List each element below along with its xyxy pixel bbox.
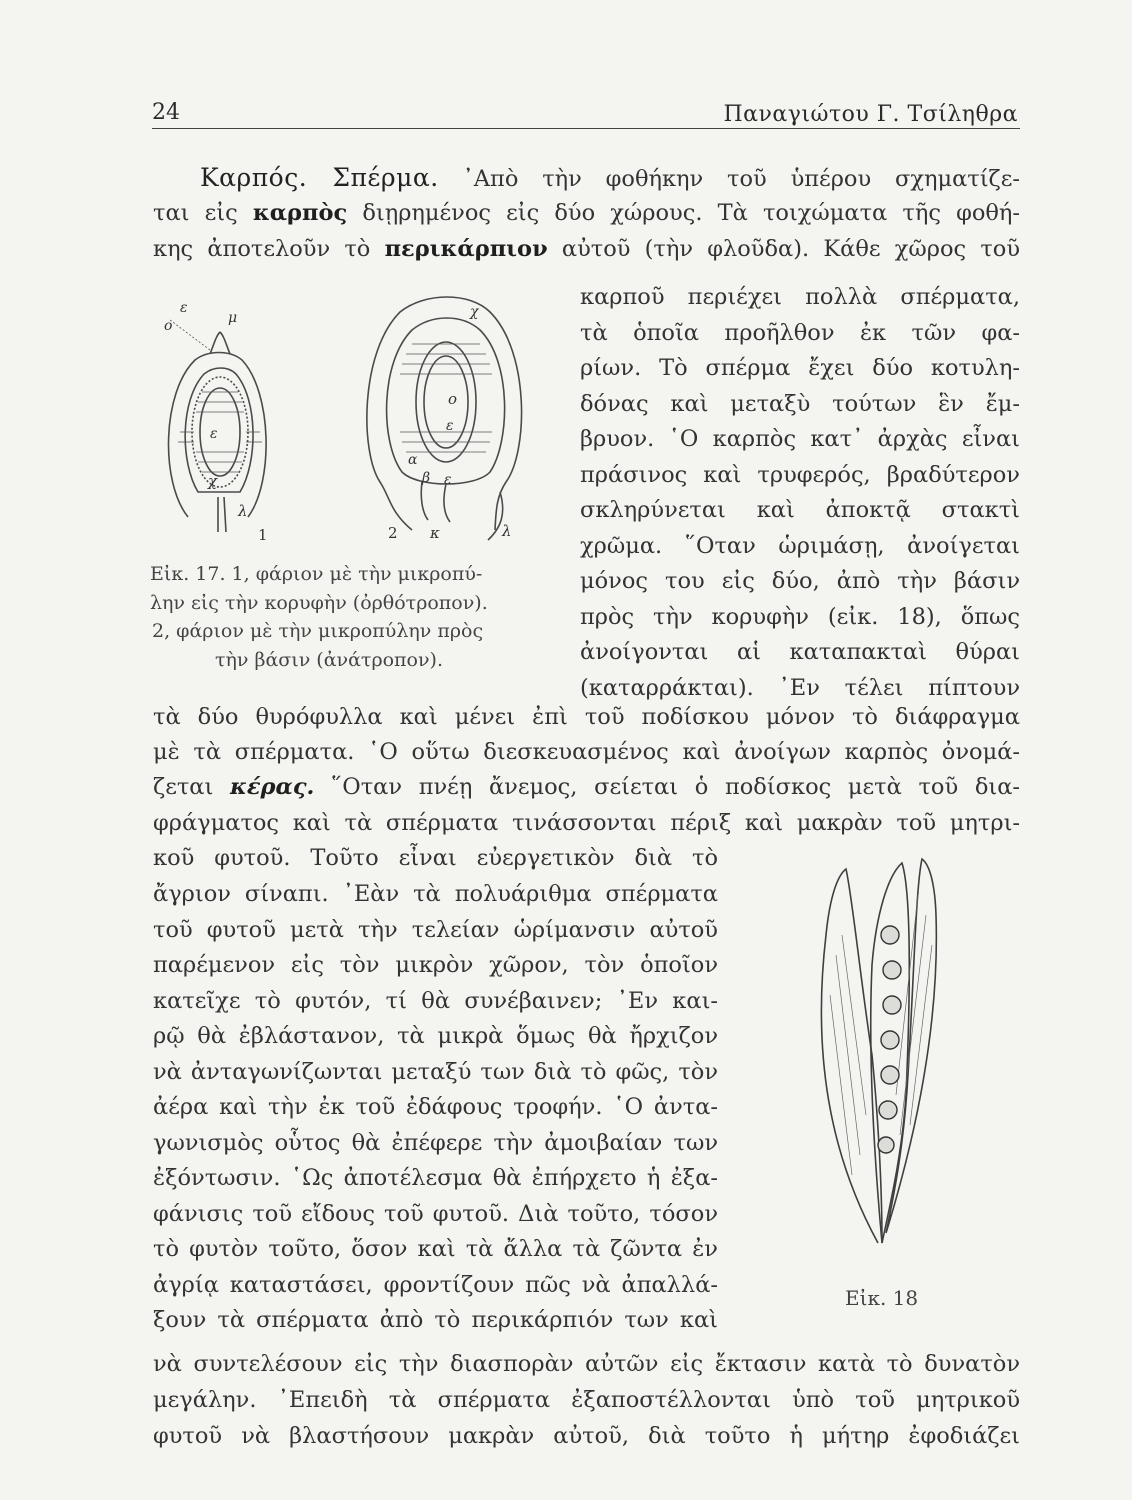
pod-seed-1: [881, 926, 899, 944]
text-line: ἀέρα καὶ τὴν ἐκ τοῦ ἐδάφους τροφήν. ῾Ο ἀντα-: [153, 1094, 718, 1120]
text-line: κατεῖχε τὸ φυτόν, τί θὰ συνέβαινεν; ᾿Εν και-: [153, 987, 718, 1014]
text-line: (καταρράκται). ᾿Εν τέλει πίπτουν: [580, 674, 1020, 701]
pod-seed-5: [881, 1066, 899, 1084]
section-line-2: [153, 196, 1020, 231]
text-line: καρποῦ περιέχει πολλὰ σπέρματα,: [580, 284, 1020, 310]
page-header: [152, 94, 1020, 129]
section-title: Καρπός. Σπέρμα.: [200, 163, 439, 192]
text-line: δόνας καὶ μεταξὺ τούτων ἓν ἔμ-: [580, 390, 1020, 417]
fig17-label-lambda-2: λ: [502, 522, 512, 540]
text-line: ρῷ θὰ ἐβλάστανον, τὰ μικρὰ ὅμως θὰ ἤρχιζον: [153, 1023, 718, 1049]
text-line: ρίων. Τὸ σπέρμα ἔχει δύο κοτυλη-: [580, 355, 1020, 381]
fig17-label-o: ο: [164, 318, 173, 334]
text-line: τὰ δύο θυρόφυλλα καὶ μένει ἐπὶ τοῦ ποδίσκου μόνον τὸ διάφραγμα: [153, 704, 1020, 730]
text-line: φράγματος καὶ τὰ σπέρματα τινάσσονται πέριξ καὶ μακρὰν τοῦ μητρι-: [153, 810, 1020, 836]
text-line: κοῦ φυτοῦ. Τοῦτο εἶναι εὐεργετικὸν διὰ τὸ: [153, 845, 718, 871]
pod-seed-2: [883, 961, 901, 979]
text-span: αὐτοῦ (τὴν φλοῦδα). Κάθε χῶρος τοῦ: [561, 236, 1020, 262]
figure-18-pod: [790, 855, 980, 1255]
text-line: φάνισις τοῦ εἴδους τοῦ φυτοῦ. Διὰ τοῦτο, τόσον: [153, 1200, 718, 1227]
text-line: ξουν τὰ σπέρματα ἀπὸ τὸ περικάρπιόν των καὶ: [153, 1307, 718, 1333]
text-line: παρέμενον εἰς τὸν μικρὸν χῶρον, τὸν ὁποῖον: [153, 952, 718, 978]
pod-seed-3: [883, 996, 901, 1014]
text-line: ἀνοίγονται αἱ καταπακταὶ θύραι: [580, 639, 1020, 665]
figure-17-caption-line: λην εἰς τὴν κορυφὴν (ὀρθότροπον).: [150, 591, 488, 614]
ovule-1-nucellus: [200, 388, 240, 476]
keras-line: [153, 770, 1020, 805]
fig17-number-1: 1: [258, 526, 268, 544]
text-line: μόνος του εἰς δύο, ἀπὸ τὴν βάσιν: [580, 568, 1020, 594]
fig17-number-2: 2: [388, 524, 398, 542]
text-span: ται εἰς: [153, 200, 238, 226]
page-number: 24: [152, 100, 180, 125]
fig17-label-e-top: ε: [180, 300, 188, 316]
text-line: ἀγρίᾳ καταστάσει, φροντίζουν πῶς νὰ ἀπαλλά-: [153, 1271, 718, 1298]
text-line: πρὸς τὴν κορυφὴν (εἰκ. 18), ὅπως: [580, 603, 1020, 630]
fig17-label-kappa: κ: [430, 524, 440, 542]
text-line: μεγάλην. ᾿Επειδὴ τὰ σπέρματα ἐξαποστέλλονται ὑπὸ τοῦ μητρικοῦ: [153, 1387, 1020, 1413]
fig17-label-lambda-1: λ: [238, 502, 248, 520]
text-span: ζεται: [153, 774, 214, 800]
fig17-label-chi-1: χ: [208, 472, 218, 490]
ovule-1-inner-integument: [185, 368, 253, 492]
fig17-label-beta: β: [422, 470, 431, 486]
text-span: διῃρημένος εἰς δύο χώρους. Τὰ τοιχώματα τῆς φοθή-: [362, 200, 1020, 226]
text-line: μὲ τὰ σπέρματα. ῾Ο οὕτω διεσκευασμένος καὶ ἀνοίγων καρπὸς ὀνομά-: [153, 739, 1020, 765]
text-span: κης ἀποτελοῦν τὸ: [153, 236, 371, 262]
ovule-2-inner-integument: [387, 318, 505, 484]
text-line: πράσινος καὶ τρυφερός, βραδύτερον: [580, 461, 1020, 488]
text-line: ἄγριον σίναπι. ᾿Εὰν τὰ πολυάριθμα σπέρματα: [153, 881, 718, 907]
fig17-label-o-2: ο: [448, 390, 458, 408]
fig17-label-chi-2: χ: [470, 304, 479, 320]
figure-17-ovules: [150, 292, 560, 547]
section-first-line-text: ᾿Απὸ τὴν φοθήκην τοῦ ὑπέρου σχηματίζε-: [462, 166, 1020, 192]
ovule-2-nucellus: [416, 342, 476, 462]
figure-17-caption-line: τὴν βάσιν (ἀνάτροπον).: [215, 648, 443, 671]
pod-septum: [871, 863, 910, 1243]
text-line: χρῶμα. ῞Οταν ὡριμάσῃ, ἀνοίγεται: [580, 532, 1020, 559]
pod-seed-7: [878, 1137, 894, 1153]
section-first-line: [200, 160, 1020, 197]
text-span: ῞Οταν πνέῃ ἄνεμος, σείεται ὁ ποδίσκος μετὰ τοῦ δια-: [331, 774, 1020, 800]
pod-seed-6: [879, 1101, 897, 1119]
text-line: τὸ φυτὸν τοῦτο, ὅσον καὶ τὰ ἄλλα τὰ ζῶντα ἐν: [153, 1236, 718, 1262]
fig17-label-mu: μ: [228, 310, 238, 326]
term-perikarpion: περικάρπιον: [384, 236, 548, 262]
fig17-label-eps-1: ε: [210, 426, 218, 442]
fig17-label-eps-2: ε: [446, 418, 454, 434]
text-line: φυτοῦ νὰ βλαστήσουν μακρὰν αὐτοῦ, διὰ τοῦτο ἡ μήτηρ ἐφοδιάζει: [153, 1423, 1020, 1449]
term-karpos: καρπὸς: [252, 200, 348, 226]
fig17-label-alpha: α: [408, 452, 418, 468]
term-keras: κέρας.: [230, 774, 315, 800]
section-line-3: [153, 232, 1020, 267]
text-line: βρυον. ῾Ο καρπὸς κατ᾿ ἀρχὰς εἶναι: [580, 426, 1020, 452]
pod-valve-left: [821, 869, 882, 1243]
text-line: τὰ ὁποῖα προῆλθον ἐκ τῶν φα-: [580, 319, 1020, 346]
text-line: ἐξόντωσιν. ῾Ως ἀποτέλεσμα θὰ ἐπήρχετο ἡ ἐξα-: [153, 1165, 718, 1191]
running-head: Παναγιώτου Γ. Τσίληθρα: [723, 102, 1018, 127]
pod-seed-4: [881, 1031, 899, 1049]
text-line: νὰ συντελέσουν εἰς τὴν διασπορὰν αὐτῶν εἰς ἔκτασιν κατὰ τὸ δυνατὸν: [153, 1351, 1020, 1377]
figure-17-caption-line: 2, φάριον μὲ τὴν μικροπύλην πρὸς: [152, 620, 484, 642]
figure-17-caption-line: Εἰκ. 17. 1, φάριον μὲ τὴν μικροπύ-: [150, 563, 483, 585]
text-line: τοῦ φυτοῦ μετὰ τὴν τελείαν ὡρίμανσιν αὐτοῦ: [153, 916, 718, 943]
text-line: σκληρύνεται καὶ ἀποκτᾷ στακτὶ: [580, 497, 1020, 523]
text-line: νὰ ἀνταγωνίζωνται μεταξύ των διὰ τὸ φῶς, τὸν: [153, 1058, 718, 1085]
figure-18-caption: Εἰκ. 18: [845, 1286, 919, 1310]
fig17-label-e-2: ε: [444, 472, 452, 488]
text-line: γωνισμὸς οὗτος θὰ ἐπέφερε τὴν ἀμοιβαίαν των: [153, 1129, 718, 1156]
